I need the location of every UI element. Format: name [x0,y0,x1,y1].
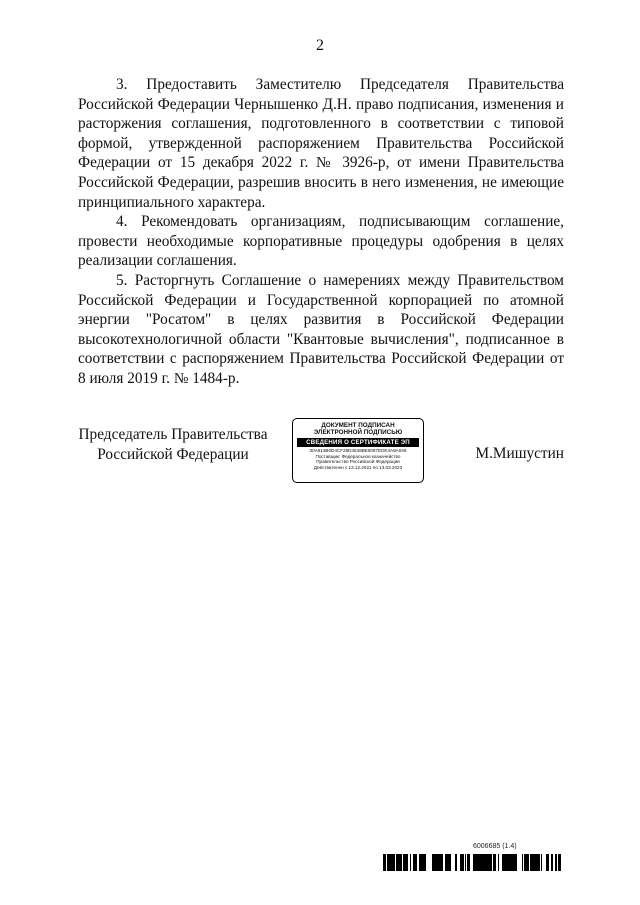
document-body [78,75,564,389]
barcode-bar [484,854,485,871]
barcode-bar [489,854,492,871]
barcode-bar [416,854,417,871]
barcode-bar [560,854,561,871]
barcode-bar [493,854,496,871]
barcode-bar [535,854,538,871]
document-code: 6006685 (1.4) [473,843,517,850]
barcode-bar [481,854,484,871]
page-number: 2 [316,37,324,54]
stamp-supplier-line-2: Правительство Российской Федерации [316,459,400,465]
barcode-bar [546,854,548,871]
barcode-bar [552,854,553,871]
barcode-bar [469,854,470,871]
barcode-bar [504,854,507,871]
barcode-bar [467,854,468,871]
barcode-bar [384,854,385,871]
barcode-bar [419,854,420,871]
barcode-bar [498,854,499,871]
barcode-bar [439,854,441,871]
stamp-certificate-band: СВЕДЕНИЯ О СЕРТИФИКАТЕ ЭП [297,438,419,447]
barcode-bar [432,854,434,871]
barcode-bar [462,854,463,871]
paragraph-4: 4. Рекомендовать организациям, подписывающим соглашение, провести необходимые корпоративные процедуры одобрения в целях реализации соглашения. [78,213,564,270]
barcode-bar [548,854,549,871]
barcode-bar [394,854,395,871]
barcode-image [383,854,561,871]
barcode-bar [420,854,421,871]
barcode-bar [423,854,424,871]
barcode-bar [392,854,394,871]
barcode-bar [410,854,411,871]
barcode-bar [460,854,461,871]
barcode-bar [465,854,466,871]
electronic-signature-stamp [292,418,424,483]
barcode-bar [485,854,487,871]
barcode-bar [403,854,404,871]
barcode-bar [398,854,400,871]
barcode-bar [538,854,540,871]
barcode-bar [461,854,462,871]
barcode-bar [436,854,439,871]
barcode-bar [487,854,489,871]
barcode-bar [502,854,504,871]
barcode-bar [406,854,408,871]
barcode-bar [473,854,475,871]
barcode-bar [522,854,523,871]
signatory-name: М.Мишустин [475,445,564,462]
barcode-bar [534,854,535,871]
barcode-bar [387,854,389,871]
signatory-position [78,425,268,464]
barcode-bar [413,854,415,871]
barcode-bar [476,854,478,871]
barcode-bar [415,854,416,871]
barcode-bar [447,854,450,871]
barcode-bar [456,854,457,871]
barcode-bar [400,854,402,871]
barcode-bar [510,854,512,871]
barcode-bar [527,854,528,871]
stamp-certificate-id: 00A613B0D4CF28D4549BE5097EDE4A9A046 [309,447,407,453]
barcode-bar [516,854,517,871]
barcode-bar [530,854,531,871]
barcode-bar [396,854,398,871]
barcode-bar [434,854,435,871]
barcode-bar [480,854,481,871]
stamp-title-line-1: ДОКУМЕНТ ПОДПИСАН [321,422,395,429]
barcode-bar [468,854,469,871]
signatory-position-line-1: Председатель Правительства [78,426,268,443]
barcode-bar [558,854,560,871]
barcode-bar [479,854,480,871]
barcode-bar [528,854,529,871]
barcode-bar [555,854,557,871]
barcode-bar [441,854,443,871]
stamp-validity: Действителен с 13.12.2021 по 13.03.2023 [313,465,403,471]
paragraph-3: 3. Предоставить Заместителю Председателя Правительства Российской Федерации Чернышенко Д.Н. право подписания, изменения и расторжения соглашения, подготовленного в соответствии с типовой формой, утвержденной распоряжением Правительства Российской Федерации от 15 декабря 2022 г. № 3926-р, от имени Правительства Российской Федерации, разрешив вносить в него изменения, не имеющие принципиального характера. [78,76,564,211]
barcode-bar [526,854,527,871]
barcode-bar [512,854,514,871]
barcode-bar [385,854,386,871]
signatory-position-line-2: Российской Федерации [97,445,249,463]
barcode-bar [514,854,516,871]
barcode-bar [463,854,464,871]
barcode-bar [435,854,436,871]
barcode-bar [391,854,392,871]
barcode-bar [551,854,552,871]
barcode-bar [541,854,542,871]
stamp-title-line-2: ЭЛЕКТРОННОЙ ПОДПИСЬЮ [313,429,403,437]
barcode-bar [424,854,426,871]
barcode-bar [478,854,479,871]
stamp-supplier-line-1: Поставщик: Федеральное казначейство [315,453,401,459]
barcode-bar [383,854,384,871]
barcode-bar [533,854,534,871]
barcode-bar [421,854,423,871]
paragraph-5: 5. Расторгнуть Соглашение о намерениях между Правительством Российской Федерации и Государственной корпорацией по атомной энергии "Росатом" в целях развития в Российской Федерации высокотехнологичной области "Квантовые вычисления", подписанное в соответствии с распоряжением Правительства Российской Федерации от 8 июля 2019 г. № 1484-р. [78,271,564,387]
barcode-bar [507,854,508,871]
barcode-bar [508,854,510,871]
barcode-bar [445,854,447,871]
barcode-bar [455,854,456,871]
barcode-bar [531,854,533,871]
barcode-bar [524,854,526,871]
barcode-bar [450,854,451,871]
barcode-bar [404,854,406,871]
barcode-bar [389,854,391,871]
barcode-bar [475,854,476,871]
